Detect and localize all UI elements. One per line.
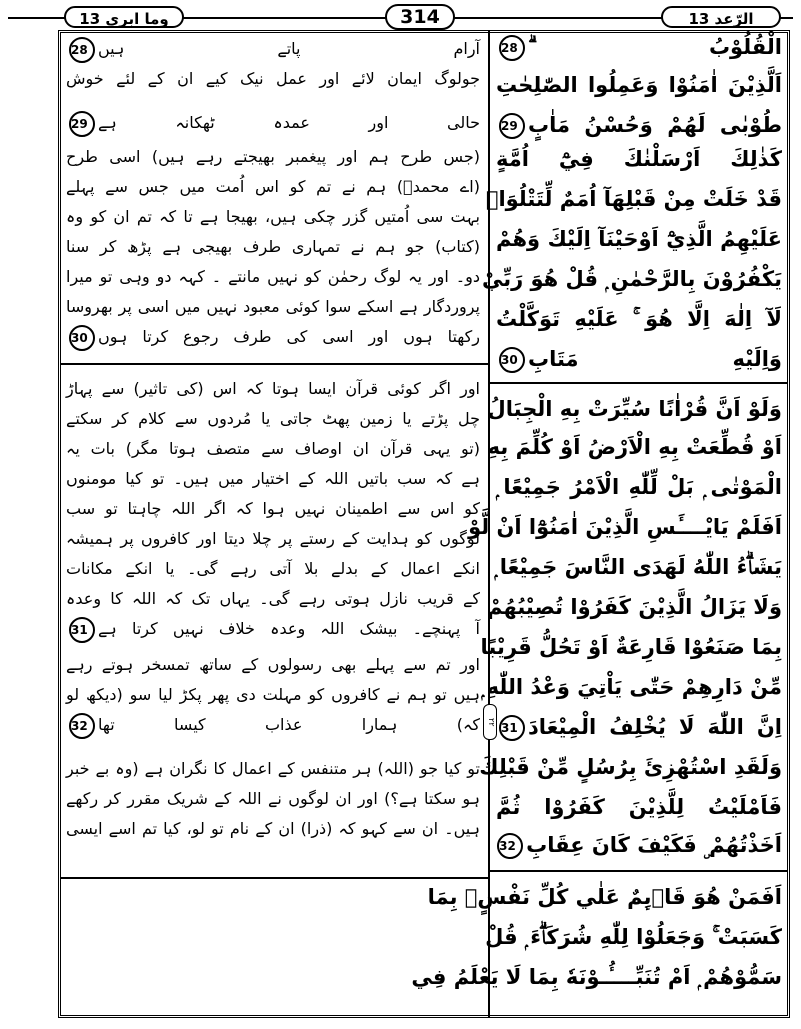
- arabic-line: [481, 668, 782, 706]
- urdu-line-text: پروردگار ہے اسکے سوا کوئی معبود نہیں میں اسی پر بھروسا: [66, 297, 480, 316]
- urdu-line: [66, 710, 480, 740]
- arabic-line: [487, 428, 782, 466]
- arabic-line-text: وَلَا يَزَالُ الَّذِيْنَ كَفَرُوْا تُصِيْبُهُمْ: [487, 595, 782, 619]
- urdu-line: [66, 172, 480, 202]
- ruku-mark: ۲۲: [483, 704, 497, 740]
- urdu-line-text: کو اس سے اطمینان نہیں ہوا کہ اگر اللہ چاہتا تو سب: [66, 499, 480, 518]
- urdu-line-text: جولوگ ایمان لائے اور عمل نیک کیے ان کے لئے خوش: [66, 69, 480, 88]
- urdu-line-text: کہ) ہمارا عذاب کیسا تھا: [98, 715, 480, 734]
- arabic-line-text: قَدْ خَلَتْ مِنْ قَبْلِهَآ اُمَمٌ لِّتَتْلُوَاۡ: [485, 187, 782, 211]
- arabic-line: [496, 826, 782, 864]
- arabic-line: [468, 508, 782, 546]
- arabic-line-text: وَاِلَيْهِ مَتَابِ: [528, 347, 782, 371]
- section-separator: [490, 870, 788, 872]
- arabic-line-text: اَفَمَنْ هُوَ قَاۗىِٕمٌ عَلٰي كُلِّ نَفْسٍۢ بِمَا: [427, 885, 782, 909]
- urdu-line: [66, 754, 480, 784]
- arabic-line-text: الْقُلُوْبُ ۗ: [528, 35, 782, 59]
- urdu-line: [66, 34, 480, 64]
- urdu-line: [66, 404, 480, 434]
- ayah-number-marker: 32: [69, 713, 95, 739]
- arabic-line: [487, 588, 782, 626]
- arabic-line-text: وَلَوْ اَنَّ قُرْاٰنًا سُيِّرَتْ بِهِ الْجِبَالُ: [487, 397, 782, 421]
- arabic-line: [485, 180, 782, 218]
- urdu-line-text: (جس طرح ہم اور پیغمبر بھیجتے رہے ہیں) اسی طرح: [66, 147, 480, 166]
- arabic-line-text: كَسَبَتْ ۚ وَجَعَلُوْا لِلّٰهِ شُرَكَاۗءَ ۭ قُلْ: [485, 925, 782, 949]
- section-separator: [60, 877, 488, 879]
- ayah-number-marker: 29: [69, 111, 95, 137]
- arabic-line-text: وَلَقَدِ اسْتُهْزِئَ بِرُسُلٍ مِّنْ قَبْلِكَ: [479, 755, 782, 779]
- arabic-line: [496, 28, 782, 66]
- urdu-line: [66, 584, 480, 614]
- arabic-line-text: الْمَوْتٰى ۭ بَلْ لِّلّٰهِ الْاَمْرُ جَمِيْعًا ۭ: [496, 475, 782, 499]
- header-left-label: وما ابری 13: [64, 6, 184, 28]
- urdu-line-text: (کتاب) جو ہم نے تمہاری طرف بھیجی ہے پڑھ کر سنا: [66, 237, 480, 256]
- arabic-line: [496, 220, 782, 258]
- arabic-line: [479, 748, 782, 786]
- arabic-line-text: اَلَّذِيْنَ اٰمَنُوْا وَعَمِلُوا الصّٰلِحٰتِ: [496, 73, 782, 97]
- urdu-line-text: ہو سکتا ہے؟) اور ان لوگوں نے اللہ کے شریک مقرر کر رکھے: [66, 789, 480, 808]
- arabic-line-text: عَلَيْهِمُ الَّذِيْٓ اَوْحَيْنَآ اِلَيْكَ وَهُمْ: [496, 227, 782, 251]
- urdu-line: [66, 262, 480, 292]
- urdu-line: [66, 108, 480, 138]
- urdu-line: [66, 322, 480, 352]
- arabic-line: [496, 468, 782, 506]
- urdu-line: [66, 524, 480, 554]
- urdu-line: [66, 680, 480, 710]
- urdu-line-text: کے قریب نازل ہوتی رہے گی۔ یہاں تک کہ اللہ کا وعدہ: [66, 589, 480, 608]
- urdu-line: [66, 554, 480, 584]
- arabic-line-text: سَمُّوْهُمْ ۭ اَمْ تُنَبِّــــُٔـوْنَهٗ بِمَا لَا يَعْلَمُ فِي: [411, 965, 782, 989]
- urdu-line: [66, 784, 480, 814]
- urdu-line: [66, 64, 480, 94]
- arabic-line-text: يَشَاۗءُ اللّٰهُ لَهَدَى النَّاسَ جَمِيْعًا ۭ: [494, 555, 782, 579]
- urdu-line-text: ہیں تو ہم نے کافروں کو مہلت دی پھر پکڑ لیا سو (دیکھ لو: [66, 685, 480, 704]
- arabic-line: [480, 628, 782, 666]
- urdu-line-text: آرام پاتے ہیں: [98, 39, 480, 58]
- urdu-line-text: (اے محمدؐ) ہم نے تم کو اس اُمت میں جس سے پہلے: [66, 177, 480, 196]
- arabic-line-text: يَكْفُرُوْنَ بِالرَّحْمٰنِ ۭ قُلْ هُوَ رَبِّيْ: [481, 267, 782, 291]
- urdu-line: [66, 292, 480, 322]
- urdu-line-text: تو کیا جو (اللہ) ہر متنفس کے اعمال کا نگران ہے (وہ بے خبر: [66, 759, 481, 778]
- section-separator: [60, 363, 488, 365]
- arabic-line-text: اَوْ قُطِّعَتْ بِهِ الْاَرْضُ اَوْ كُلِّمَ بِهِ: [487, 435, 782, 459]
- arabic-line-text: بِمَا صَنَعُوْا قَارِعَةٌ اَوْ تَحُلُّ قَرِيْبًا: [480, 635, 782, 659]
- arabic-line-text: اَخَذْتُهُمْ ۣ فَكَيْفَ كَانَ عِقَابِ: [526, 833, 782, 857]
- arabic-line-text: طُوْبٰى لَهُمْ وَحُسْنُ مَاٰبٍ: [528, 113, 782, 137]
- urdu-line-text: دو۔ اور یہ لوگ رحمٰن کو نہیں مانتے ۔ کہہ دو وہی تو میرا: [66, 267, 480, 286]
- urdu-line-text: حالی اور عمدہ ٹھکانہ ہے: [98, 113, 480, 132]
- urdu-line: [66, 814, 480, 844]
- urdu-line-text: (تو یہی قرآن ان اوصاف سے متصف ہوتا مگر) بات یہ: [66, 439, 480, 458]
- urdu-line-text: ہے کہ سب باتیں اللہ کے اختیار میں ہیں۔ تو کیا مومنوں: [66, 469, 480, 488]
- urdu-line: [66, 202, 480, 232]
- arabic-line: [496, 300, 782, 338]
- ayah-number-marker: 28: [69, 37, 95, 63]
- ayah-number-marker: 30: [69, 325, 95, 351]
- arabic-line: [496, 340, 782, 378]
- urdu-line: [66, 374, 480, 404]
- urdu-line-text: اور تم سے پہلے بھی رسولوں کے ساتھ تمسخر ہوتے رہے: [66, 655, 480, 674]
- urdu-line-text: چل پڑتے یا زمین پھٹ جاتی یا مُردوں سے کلام کر سکتے: [66, 409, 480, 428]
- arabic-line: [496, 106, 782, 144]
- urdu-line: [66, 142, 480, 172]
- arabic-line-text: لَآ اِلٰهَ اِلَّا هُوَ ۚ عَلَيْهِ تَوَكَّلْتُ: [496, 307, 782, 331]
- arabic-line-text: فَاَمْلَيْتُ لِلَّذِيْنَ كَفَرُوْا ثُمَّ: [496, 795, 782, 819]
- ayah-number-marker: 30: [499, 347, 525, 373]
- urdu-line-text: آ پہنچے۔ بیشک اللہ وعدہ خلاف نہیں کرتا ہے: [98, 619, 480, 638]
- arabic-line: [496, 66, 782, 104]
- arabic-line: [496, 788, 782, 826]
- urdu-line-text: ہیں۔ ان سے کہو کہ (ذرا) ان کے نام تو لو، کیا تم اسے ایسی: [66, 819, 480, 838]
- urdu-line-text: لوگوں کو ہدایت کے رستے پر چلا دیتا اور کافروں پر ہمیشہ: [66, 529, 480, 548]
- urdu-line-text: اور اگر کوئی قرآن ایسا ہوتا کہ اس (کی تاثیر) سے پہاڑ: [66, 379, 480, 398]
- ayah-number-marker: 28: [499, 35, 525, 61]
- page-number: 314: [385, 4, 455, 30]
- arabic-line-text: مِّنْ دَارِهِمْ حَتّٰى يَاْتِيَ وَعْدُ اللّٰهِ ۭ: [481, 675, 782, 699]
- arabic-line: [496, 140, 782, 178]
- arabic-line: [487, 390, 782, 428]
- ayah-number-marker: 31: [499, 715, 525, 741]
- arabic-line-text: اِنَّ اللّٰهَ لَا يُخْلِفُ الْمِيْعَادَ: [528, 715, 782, 739]
- urdu-line-text: بہت سی اُمتیں گزر چکی ہیں، بھیجا ہے تا کہ تم ان کو وہ: [66, 207, 480, 226]
- urdu-line-text: انکے اعمال کے بدلے بلا آتی رہے گی۔ یا انکے مکانات: [66, 559, 480, 578]
- urdu-line: [66, 232, 480, 262]
- urdu-line: [66, 650, 480, 680]
- urdu-line: [66, 434, 480, 464]
- section-separator: [490, 382, 788, 384]
- ayah-number-marker: 32: [497, 833, 523, 859]
- urdu-line: [66, 464, 480, 494]
- arabic-line-text: كَذٰلِكَ اَرْسَلْنٰكَ فِيْٓ اُمَّةٍ: [496, 147, 782, 171]
- arabic-line: [481, 260, 782, 298]
- urdu-line: [66, 614, 480, 644]
- urdu-line-text: رکھتا ہوں اور اسی کی طرف رجوع کرتا ہوں: [98, 327, 480, 346]
- arabic-line: [427, 878, 782, 916]
- arabic-line: [496, 708, 782, 746]
- arabic-line: [485, 918, 782, 956]
- arabic-line: [411, 958, 782, 996]
- urdu-line: [66, 494, 480, 524]
- header-right-label: الرّعد 13: [661, 6, 781, 28]
- ayah-number-marker: 29: [499, 113, 525, 139]
- arabic-line-text: اَفَلَمْ يَايْــــَٔسِ الَّذِيْنَ اٰمَنُوْٓا اَنْ لَّوْ: [468, 515, 782, 539]
- arabic-line: [496, 548, 782, 586]
- ayah-number-marker: 31: [69, 617, 95, 643]
